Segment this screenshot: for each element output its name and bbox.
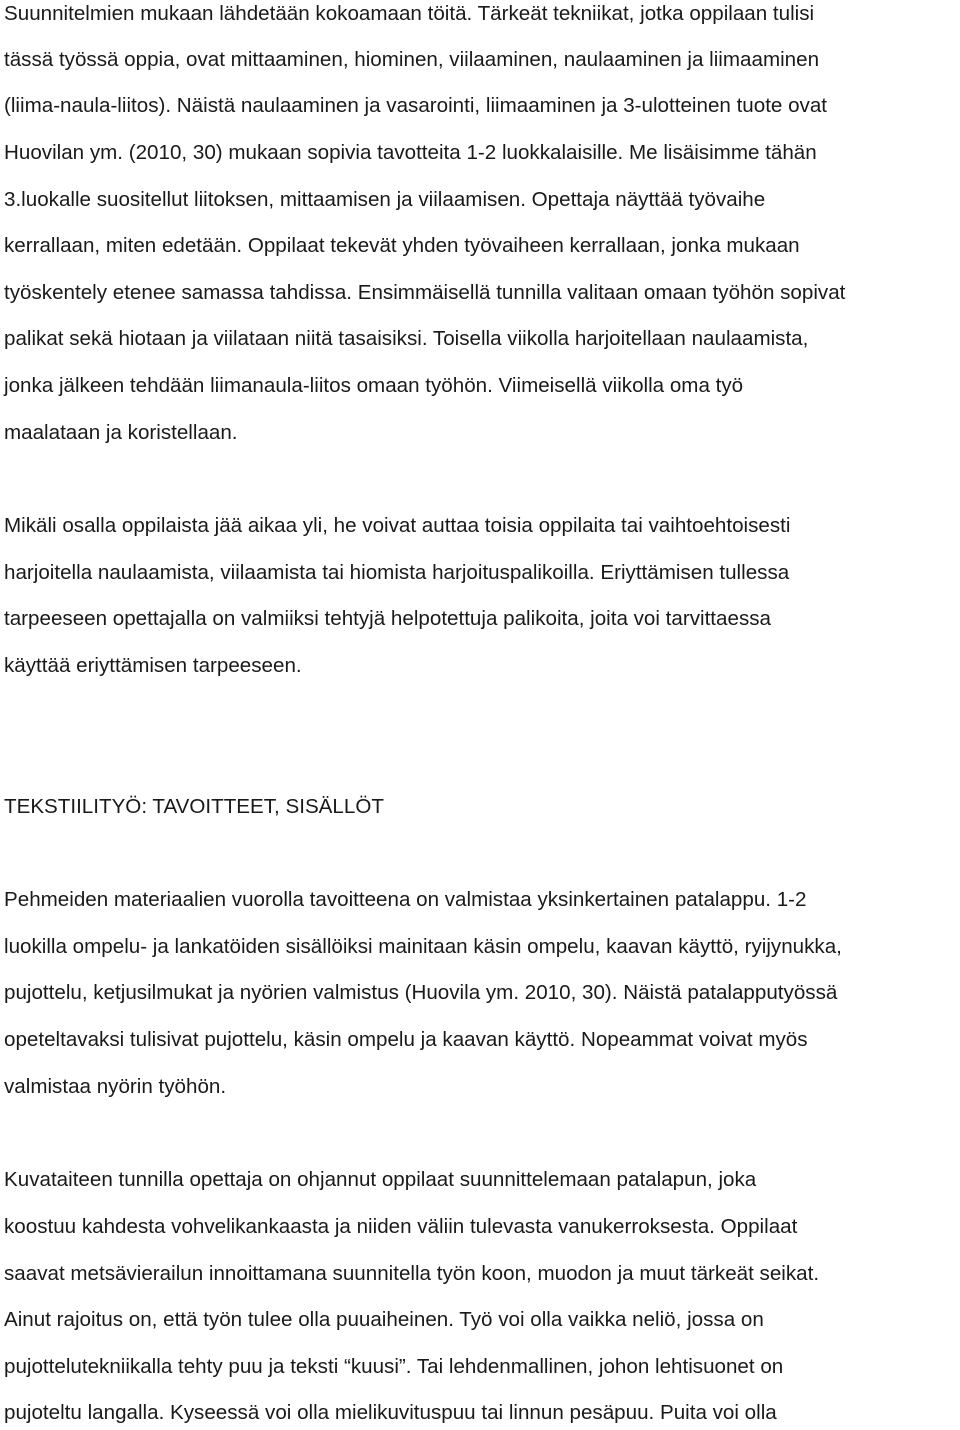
paragraph-line: Kuvataiteen tunnilla opettaja on ohjannut oppilaat suunnittelemaan patalapun, joka: [4, 1168, 757, 1191]
paragraph-line: Ainut rajoitus on, että työn tulee olla puuaiheinen. Työ voi olla vaikka neliö, jossa on: [4, 1308, 764, 1331]
paragraph-line: Suunnitelmien mukaan lähdetään kokoamaan töitä. Tärkeät tekniikat, jotka oppilaan tulisi: [4, 2, 815, 25]
paragraph-line: työskentely etenee samassa tahdissa. Ensimmäisellä tunnilla valitaan omaan työhön sopivat: [4, 281, 846, 304]
paragraph-line: Huovilan ym. (2010, 30) mukaan sopivia tavotteita 1-2 luokkalaisille. Me lisäisimme tähän: [4, 141, 817, 164]
paragraph-line: käyttää eriyttämisen tarpeeseen.: [4, 654, 302, 677]
paragraph-line: saavat metsävierailun innoittamana suunnitella työn koon, muodon ja muut tärkeät seikat.: [4, 1262, 820, 1285]
paragraph-line: (liima-naula-liitos). Näistä naulaaminen ja vasarointi, liimaaminen ja 3-ulotteinen tuote ovat: [4, 94, 828, 117]
paragraph-line: opeteltavaksi tulisivat pujottelu, käsin ompelu ja kaavan käyttö. Nopeammat voivat myös: [4, 1028, 808, 1051]
paragraph-line: harjoitella naulaamista, viilaamista tai hiomista harjoituspalikoilla. Eriyttämisen tullessa: [4, 561, 790, 584]
paragraph-line: palikat sekä hiotaan ja viilataan niitä tasaisiksi. Toisella viikolla harjoitellaan naulaamista,: [4, 327, 809, 350]
paragraph-line: tässä työssä oppia, ovat mittaaminen, hiominen, viilaaminen, naulaaminen ja liimaaminen: [4, 48, 820, 71]
paragraph-line: pujoteltu langalla. Kyseessä voi olla mielikuvituspuu tai linnun pesäpuu. Puita voi olla: [4, 1401, 777, 1424]
paragraph-line: Mikäli osalla oppilaista jää aikaa yli, he voivat auttaa toisia oppilaita tai vaihtoehtoisesti: [4, 514, 791, 537]
paragraph-line: valmistaa nyörin työhön.: [4, 1075, 227, 1098]
paragraph-line: pujottelutekniikalla tehty puu ja teksti “kuusi”. Tai lehdenmallinen, johon lehtisuonet on: [4, 1355, 784, 1378]
paragraph-line: luokilla ompelu- ja lankatöiden sisällöiksi mainitaan käsin ompelu, kaavan käyttö, ryijynukka,: [4, 935, 842, 958]
paragraph-line: jonka jälkeen tehdään liimanaula-liitos omaan työhön. Viimeisellä viikolla oma työ: [4, 374, 744, 397]
paragraph-line: kerrallaan, miten edetään. Oppilaat tekevät yhden työvaiheen kerrallaan, jonka mukaan: [4, 234, 800, 257]
paragraph-line: Pehmeiden materiaalien vuorolla tavoitteena on valmistaa yksinkertainen patalappu. 1-2: [4, 888, 807, 911]
paragraph-line: tarpeeseen opettajalla on valmiiksi tehtyjä helpotettuja palikoita, joita voi tarvittaessa: [4, 607, 771, 630]
paragraph-line: maalataan ja koristellaan.: [4, 421, 238, 444]
section-heading: TEKSTIILITYÖ: TAVOITTEET, SISÄLLÖT: [4, 795, 384, 818]
paragraph-line: koostuu kahdesta vohvelikankaasta ja niiden väliin tulevasta vanukerroksesta. Oppilaat: [4, 1215, 798, 1238]
paragraph-line: pujottelu, ketjusilmukat ja nyörien valmistus (Huovila ym. 2010, 30). Näistä patalapputyössä: [4, 981, 838, 1004]
paragraph-line: 3.luokalle suositellut liitoksen, mittaamisen ja viilaamisen. Opettaja näyttää työvaihe: [4, 188, 766, 211]
